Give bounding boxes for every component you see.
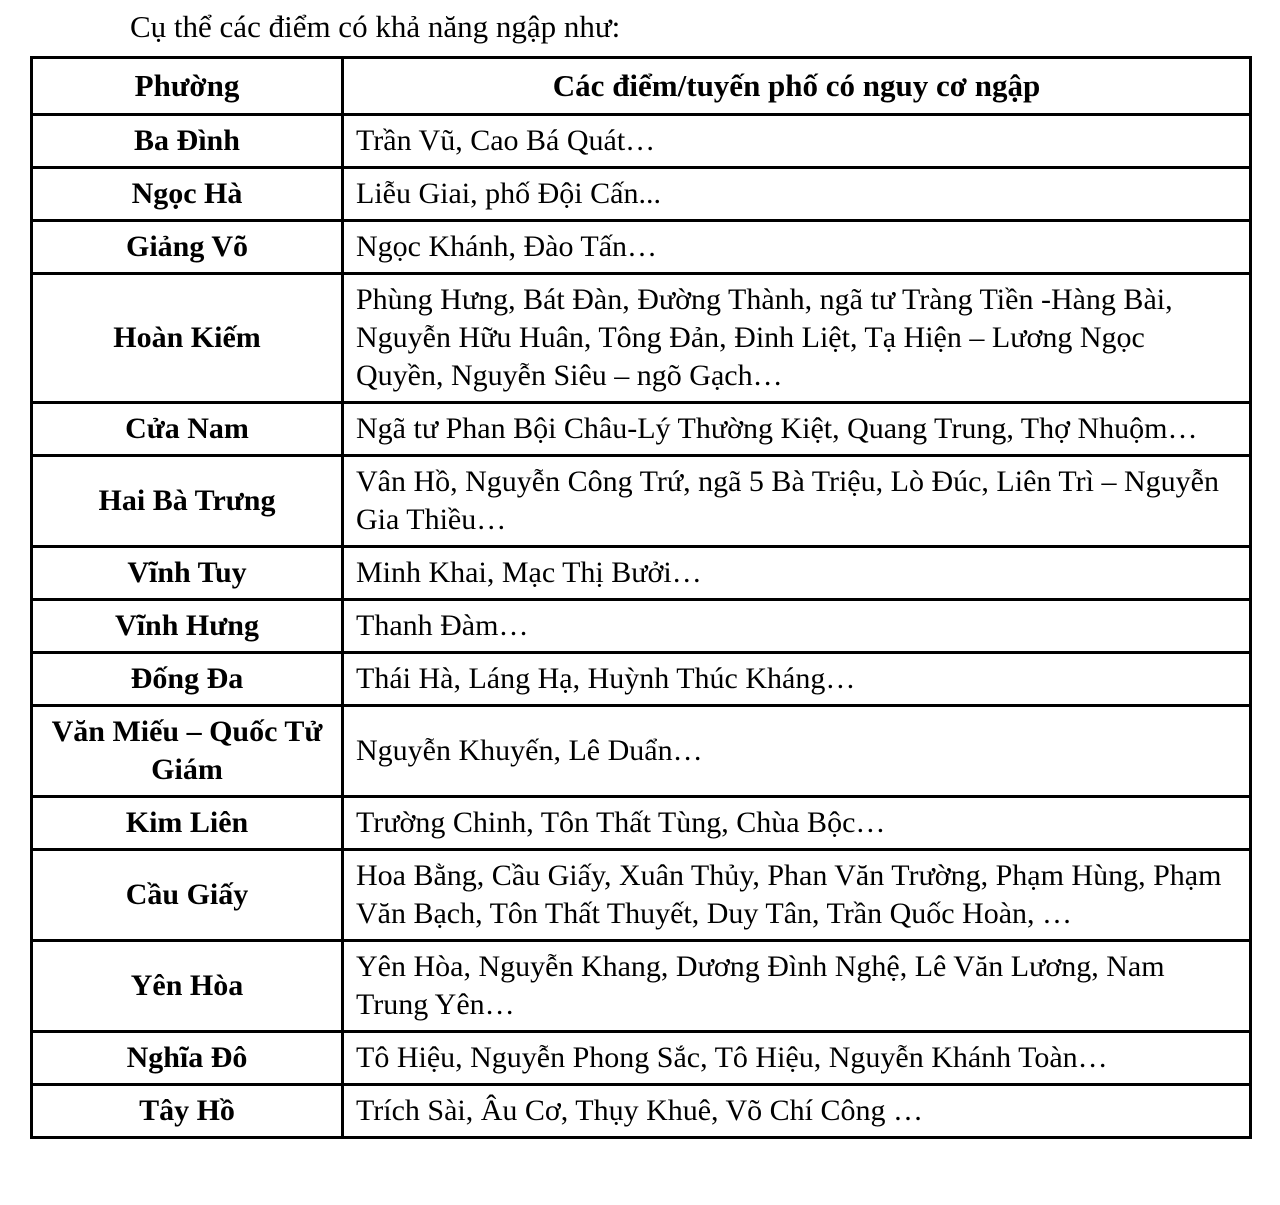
ward-cell: Cửa Nam [32, 403, 343, 456]
table-row [32, 653, 1251, 706]
ward-cell: Ba Đình [32, 115, 343, 168]
ward-cell: Vĩnh Hưng [32, 600, 343, 653]
table-row [32, 941, 1251, 1032]
ward-cell: Kim Liên [32, 797, 343, 850]
page-title: Cụ thể các điểm có khả năng ngập như: [130, 9, 621, 44]
streets-cell: Trường Chinh, Tôn Thất Tùng, Chùa Bộc… [343, 797, 1251, 850]
streets-cell: Hoa Bằng, Cầu Giấy, Xuân Thủy, Phan Văn Trường, Phạm Hùng, Phạm Văn Bạch, Tôn Thất Thuyết, Duy Tân, Trần Quốc Hoàn, … [343, 850, 1251, 941]
streets-cell: Nguyễn Khuyến, Lê Duẩn… [343, 706, 1251, 797]
ward-cell: Hai Bà Trưng [32, 456, 343, 547]
ward-cell: Văn Miếu – Quốc Tử Giám [32, 706, 343, 797]
table-row [32, 115, 1251, 168]
table-row [32, 456, 1251, 547]
ward-cell: Hoàn Kiếm [32, 274, 343, 403]
streets-cell: Thái Hà, Láng Hạ, Huỳnh Thúc Kháng… [343, 653, 1251, 706]
table-header [32, 58, 1251, 115]
header-row [32, 58, 1251, 115]
streets-cell: Trần Vũ, Cao Bá Quát… [343, 115, 1251, 168]
table-row [32, 797, 1251, 850]
streets-cell: Ngã tư Phan Bội Châu-Lý Thường Kiệt, Quang Trung, Thợ Nhuộm… [343, 403, 1251, 456]
ward-cell: Tây Hồ [32, 1085, 343, 1138]
table-row [32, 403, 1251, 456]
table-body [32, 115, 1251, 1138]
table-row [32, 274, 1251, 403]
streets-cell: Minh Khai, Mạc Thị Bưởi… [343, 547, 1251, 600]
ward-cell: Ngọc Hà [32, 168, 343, 221]
table-row [32, 706, 1251, 797]
column-header-streets: Các điểm/tuyến phố có nguy cơ ngập [343, 58, 1251, 115]
ward-cell: Đống Đa [32, 653, 343, 706]
column-header-ward: Phường [32, 58, 343, 115]
table-row [32, 850, 1251, 941]
table-row [32, 1032, 1251, 1085]
streets-cell: Liễu Giai, phố Đội Cấn... [343, 168, 1251, 221]
streets-cell: Tô Hiệu, Nguyễn Phong Sắc, Tô Hiệu, Nguyễn Khánh Toàn… [343, 1032, 1251, 1085]
table-row [32, 600, 1251, 653]
streets-cell: Trích Sài, Âu Cơ, Thụy Khuê, Võ Chí Công … [343, 1085, 1251, 1138]
table-row [32, 1085, 1251, 1138]
streets-cell: Thanh Đàm… [343, 600, 1251, 653]
streets-cell: Vân Hồ, Nguyễn Công Trứ, ngã 5 Bà Triệu, Lò Đúc, Liên Trì – Nguyễn Gia Thiều… [343, 456, 1251, 547]
flood-risk-table [30, 56, 1252, 1139]
streets-cell: Yên Hòa, Nguyễn Khang, Dương Đình Nghệ, Lê Văn Lương, Nam Trung Yên… [343, 941, 1251, 1032]
ward-cell: Nghĩa Đô [32, 1032, 343, 1085]
table-row [32, 168, 1251, 221]
ward-cell: Yên Hòa [32, 941, 343, 1032]
ward-cell: Vĩnh Tuy [32, 547, 343, 600]
table-row [32, 547, 1251, 600]
table-row [32, 221, 1251, 274]
ward-cell: Cầu Giấy [32, 850, 343, 941]
streets-cell: Ngọc Khánh, Đào Tấn… [343, 221, 1251, 274]
ward-cell: Giảng Võ [32, 221, 343, 274]
streets-cell: Phùng Hưng, Bát Đàn, Đường Thành, ngã tư Tràng Tiền -Hàng Bài, Nguyễn Hữu Huân, Tông Đản, Đinh Liệt, Tạ Hiện – Lương Ngọc Quyền, Nguyễn Siêu – ngõ Gạch… [343, 274, 1251, 403]
